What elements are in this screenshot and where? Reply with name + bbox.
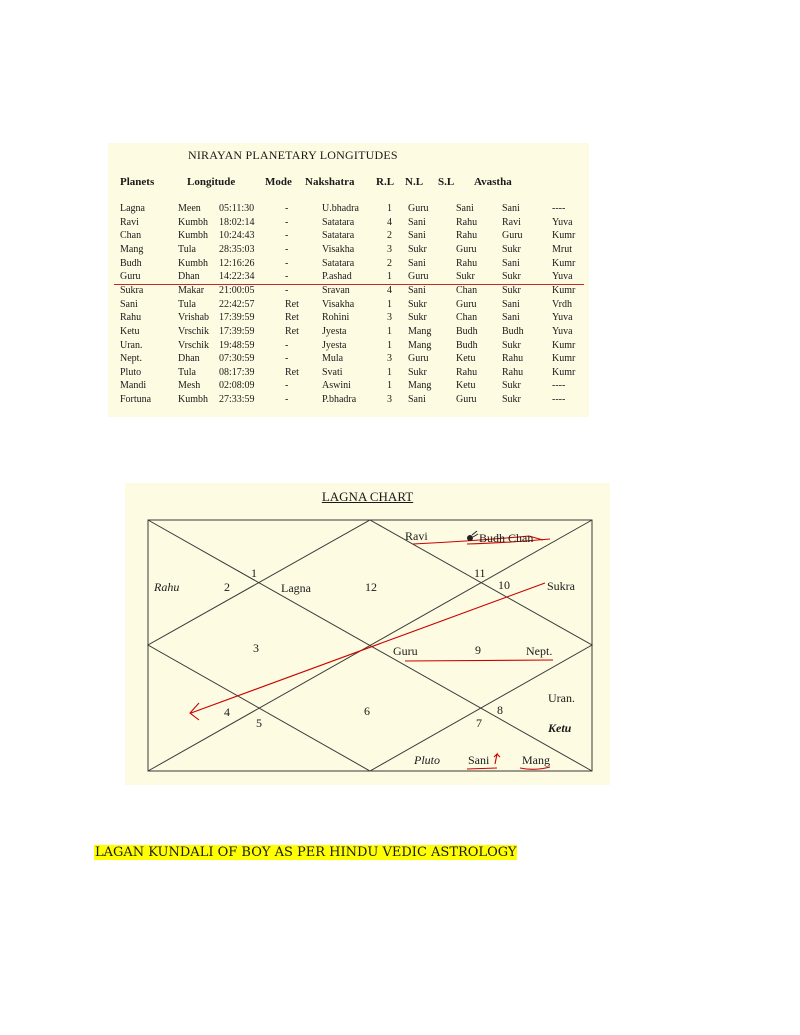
cell-nakshatra: P.bhadra: [322, 394, 357, 406]
house-number-8: 8: [497, 703, 503, 717]
cell-avastha-lord: Sukr: [502, 271, 521, 283]
cell-sign: Tula: [178, 243, 196, 255]
cell-avastha: ----: [552, 394, 566, 406]
cell-avastha-lord: Guru: [502, 230, 523, 242]
cell-sign: Kumbh: [178, 216, 208, 228]
header-avastha: Avastha: [474, 176, 512, 188]
table-row: [108, 326, 589, 340]
cell-nl: Guru: [408, 353, 429, 365]
cell-degrees: 19:48:59: [219, 339, 255, 351]
cell-sl: Rahu: [456, 257, 478, 269]
cell-sign: Makar: [178, 284, 205, 296]
cell-degrees: 12:16:26: [219, 257, 255, 269]
label-pluto: Pluto: [414, 753, 440, 767]
cell-sign: Tula: [178, 298, 196, 310]
cell-planet: Chan: [120, 230, 142, 242]
cell-rl: 3: [387, 353, 392, 365]
cell-mode: -: [285, 353, 289, 365]
cell-sign: Vrschik: [178, 325, 210, 337]
cell-sl: Budh: [456, 339, 478, 351]
cell-mode: -: [285, 284, 289, 296]
cell-sl: Rahu: [456, 216, 478, 228]
cell-rl: 1: [387, 339, 392, 351]
cell-avastha: Kumr: [552, 366, 576, 378]
cell-sign: Mesh: [178, 380, 201, 392]
cell-planet: Mandi: [120, 380, 147, 392]
cell-avastha: Yuva: [552, 325, 573, 337]
cell-nl: Sani: [408, 394, 426, 406]
cell-sign: Kumbh: [178, 230, 208, 242]
cell-avastha-lord: Rahu: [502, 353, 524, 365]
house-number-7: 7: [476, 716, 482, 730]
cell-nl: Guru: [408, 271, 429, 283]
label-budh-chan: Budh Chan: [479, 531, 534, 545]
cell-mode: -: [285, 257, 289, 269]
sukra-arrow-line: [191, 583, 545, 713]
cell-mode: -: [285, 203, 289, 214]
cell-degrees: 21:00:05: [219, 284, 255, 296]
cell-sl: Chan: [456, 284, 478, 296]
sani-underline: [467, 768, 497, 769]
house-number-12: 12: [365, 580, 377, 594]
cell-avastha-lord: Sukr: [502, 243, 521, 255]
cell-nl: Mang: [408, 380, 432, 392]
cell-sl: Guru: [456, 243, 477, 255]
cell-mode: -: [285, 216, 289, 228]
cell-sign: Vrschik: [178, 339, 210, 351]
cell-nl: Sukr: [408, 312, 427, 324]
cell-rl: 4: [387, 216, 392, 228]
house-number-10: 10: [498, 578, 510, 592]
cell-avastha: ----: [552, 380, 566, 392]
cell-mode: -: [285, 230, 289, 242]
sani-retro-arrow-icon: [494, 754, 500, 764]
cell-nl: Mang: [408, 325, 432, 337]
chart-title: LAGNA CHART: [321, 489, 414, 504]
label-ketu: Ketu: [548, 721, 572, 735]
cell-nakshatra: Svati: [322, 366, 343, 378]
cell-avastha: Kumr: [552, 284, 576, 296]
cell-degrees: 02:08:09: [219, 380, 255, 392]
cell-planet: Nept.: [120, 353, 142, 365]
label-uran: Uran.: [548, 691, 575, 705]
cell-degrees: 17:39:59: [219, 312, 255, 324]
house-number-5: 5: [256, 716, 262, 730]
cell-degrees: 28:35:03: [219, 243, 255, 255]
cell-avastha: Yuva: [552, 271, 573, 283]
cell-rl: 2: [387, 257, 392, 269]
cell-mode: Ret: [285, 298, 299, 310]
cell-degrees: 17:39:59: [219, 325, 255, 337]
cell-nakshatra: Rohini: [322, 312, 350, 324]
table-row: [108, 217, 589, 231]
cell-sl: Sani: [456, 203, 474, 214]
cell-avastha-lord: Sukr: [502, 339, 521, 351]
table-row: [108, 367, 589, 381]
cell-mode: -: [285, 243, 289, 255]
cell-degrees: 05:11:30: [219, 203, 255, 214]
cell-sl: Chan: [456, 312, 478, 324]
cell-avastha: ----: [552, 203, 566, 214]
cell-avastha-lord: Sani: [502, 257, 520, 269]
cell-nakshatra: Satatara: [322, 216, 355, 228]
cell-degrees: 07:30:59: [219, 353, 255, 365]
label-mang: Mang: [522, 753, 550, 767]
cell-nakshatra: Sravan: [322, 284, 350, 296]
chart-diagram: [125, 483, 610, 785]
cell-avastha-lord: Sukr: [502, 380, 521, 392]
cell-nl: Mang: [408, 339, 432, 351]
planetary-longitudes-table: [108, 143, 589, 417]
cell-sl: Rahu: [456, 230, 478, 242]
header-sl: S.L: [438, 176, 455, 188]
cell-mode: Ret: [285, 312, 299, 324]
cell-nakshatra: Satatara: [322, 230, 355, 242]
cell-rl: 3: [387, 394, 392, 406]
cell-rl: 3: [387, 312, 392, 324]
cell-sl: Guru: [456, 298, 477, 310]
cell-planet: Ravi: [120, 216, 139, 228]
cell-avastha: Kumr: [552, 353, 576, 365]
cell-sign: Kumbh: [178, 394, 208, 406]
cell-sign: Vrishab: [178, 312, 210, 324]
cell-nakshatra: Aswini: [322, 380, 351, 392]
table-row: [108, 285, 589, 299]
cell-avastha: Kumr: [552, 339, 576, 351]
house-number-11: 11: [474, 566, 486, 580]
house-number-2: 2: [224, 580, 230, 594]
cell-sign: Dhan: [178, 353, 200, 365]
cell-planet: Uran.: [120, 339, 143, 351]
cell-degrees: 18:02:14: [219, 216, 255, 228]
table-row: [108, 203, 589, 217]
cell-planet: Sukra: [120, 284, 144, 296]
cell-nl: Sani: [408, 257, 426, 269]
cell-planet: Guru: [120, 271, 141, 283]
cell-mode: -: [285, 380, 289, 392]
cell-degrees: 08:17:39: [219, 366, 255, 378]
cell-nakshatra: Visakha: [322, 243, 355, 255]
cell-mode: Ret: [285, 366, 299, 378]
cell-sl: Guru: [456, 394, 477, 406]
cell-rl: 1: [387, 271, 392, 283]
cell-avastha: Yuva: [552, 312, 573, 324]
cell-nl: Sukr: [408, 366, 427, 378]
cell-mode: -: [285, 394, 289, 406]
table-row: [108, 244, 589, 258]
table-row: [108, 380, 589, 394]
label-lagna: Lagna: [281, 581, 311, 595]
guru-nept-underline: [405, 660, 553, 661]
cell-avastha-lord: Sukr: [502, 394, 521, 406]
header-mode: Mode: [265, 176, 292, 188]
table-row: [108, 299, 589, 313]
cell-nl: Sukr: [408, 243, 427, 255]
cell-avastha: Mrut: [552, 243, 572, 255]
cell-sl: Budh: [456, 325, 478, 337]
cell-nl: Sani: [408, 216, 426, 228]
cell-avastha: Kumr: [552, 230, 576, 242]
cell-sign: Dhan: [178, 271, 200, 283]
cell-degrees: 14:22:34: [219, 271, 255, 283]
cell-avastha-lord: Sani: [502, 298, 520, 310]
house-number-9: 9: [475, 643, 481, 657]
header-rl: R.L: [376, 176, 395, 188]
table-row: [108, 230, 589, 244]
cell-nakshatra: Satatara: [322, 257, 355, 269]
cell-planet: Sani: [120, 298, 138, 310]
cell-planet: Pluto: [120, 366, 142, 378]
cell-avastha: Vrdh: [552, 298, 572, 310]
cell-degrees: 22:42:57: [219, 298, 255, 310]
cell-mode: Ret: [285, 325, 299, 337]
label-ravi: Ravi: [405, 529, 428, 543]
label-sani: Sani: [468, 753, 490, 767]
cell-degrees: 10:24:43: [219, 230, 255, 242]
cell-rl: 1: [387, 298, 392, 310]
cell-avastha-lord: Ravi: [502, 216, 521, 228]
cell-mode: -: [285, 271, 289, 283]
red-separator-line: [114, 284, 584, 285]
cell-rl: 1: [387, 366, 392, 378]
table-row: [108, 258, 589, 272]
cell-nl: Sukr: [408, 298, 427, 310]
table-row: [108, 271, 589, 285]
cell-avastha-lord: Sukr: [502, 284, 521, 296]
cell-avastha-lord: Budh: [502, 325, 524, 337]
table-row: [108, 353, 589, 367]
table-row: [108, 312, 589, 326]
cell-sl: Rahu: [456, 366, 478, 378]
cell-planet: Lagna: [120, 203, 145, 214]
document-caption: LAGAN KUNDALI OF BOY AS PER HINDU VEDIC ASTROLOGY: [95, 845, 517, 860]
cell-nakshatra: Jyesta: [322, 339, 347, 351]
house-number-3: 3: [253, 641, 259, 655]
label-guru: Guru: [393, 644, 418, 658]
cell-sign: Kumbh: [178, 257, 208, 269]
cell-planet: Mang: [120, 243, 144, 255]
cell-planet: Ketu: [120, 325, 140, 337]
cell-avastha: Kumr: [552, 257, 576, 269]
cell-avastha-lord: Rahu: [502, 366, 524, 378]
cell-rl: 2: [387, 230, 392, 242]
cell-nakshatra: P.ashad: [322, 271, 352, 283]
cell-nakshatra: Visakha: [322, 298, 355, 310]
cell-sign: Tula: [178, 366, 196, 378]
table-row: [108, 394, 589, 408]
header-planets: Planets: [120, 176, 155, 188]
cell-rl: 4: [387, 284, 392, 296]
house-number-6: 6: [364, 704, 370, 718]
cell-nakshatra: U.bhadra: [322, 203, 359, 214]
cell-rl: 3: [387, 243, 392, 255]
label-rahu: Rahu: [154, 580, 180, 594]
label-sukra: Sukra: [547, 579, 575, 593]
cell-avastha: Yuva: [552, 216, 573, 228]
header-nakshatra: Nakshatra: [305, 176, 355, 188]
header-longitude: Longitude: [187, 176, 236, 188]
cell-degrees: 27:33:59: [219, 394, 255, 406]
cell-sign: Meen: [178, 203, 201, 214]
cell-rl: 1: [387, 203, 392, 214]
cell-nl: Sani: [408, 230, 426, 242]
cell-mode: -: [285, 339, 289, 351]
table-row: [108, 340, 589, 354]
comet-icon: [467, 531, 478, 541]
cell-sl: Ketu: [456, 380, 476, 392]
cell-nakshatra: Jyesta: [322, 325, 347, 337]
cell-planet: Budh: [120, 257, 142, 269]
label-nept: Nept.: [526, 644, 553, 658]
cell-sl: Sukr: [456, 271, 475, 283]
cell-nakshatra: Mula: [322, 353, 344, 365]
cell-rl: 1: [387, 380, 392, 392]
cell-sl: Ketu: [456, 353, 476, 365]
table-title: NIRAYAN PLANETARY LONGITUDES: [188, 148, 398, 162]
cell-nl: Sani: [408, 284, 426, 296]
cell-planet: Fortuna: [120, 394, 152, 406]
lagna-chart: [125, 483, 610, 785]
cell-rl: 1: [387, 325, 392, 337]
header-nl: N.L: [405, 176, 424, 188]
cell-nl: Guru: [408, 203, 429, 214]
cell-planet: Rahu: [120, 312, 142, 324]
house-number-1: 1: [251, 566, 257, 580]
house-number-4: 4: [224, 705, 230, 719]
cell-avastha-lord: Sani: [502, 312, 520, 324]
cell-avastha-lord: Sani: [502, 203, 520, 214]
